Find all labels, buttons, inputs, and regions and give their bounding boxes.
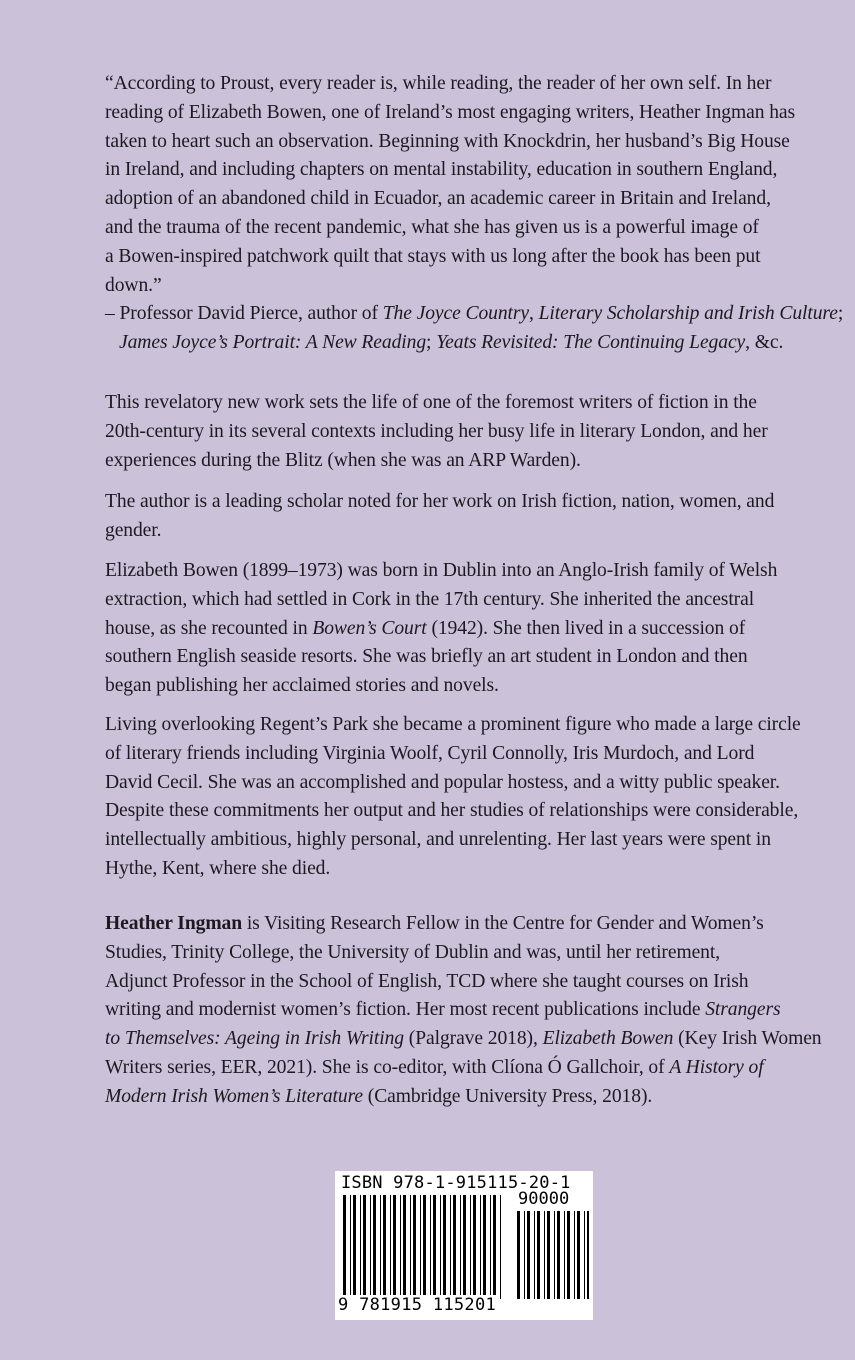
text-run: (Palgrave 2018), xyxy=(403,1028,543,1050)
barcode-bar xyxy=(554,1211,555,1299)
quote-line: taken to heart such an observation. Beginning with Knockdrin, her husband’s Big House xyxy=(105,130,790,152)
book-title: James Joyce’s Portrait: A New Reading xyxy=(119,332,427,354)
book-title: Bowen’s Court xyxy=(312,617,427,639)
paragraph-line: The author is a leading scholar noted for her work on Irish fiction, nation, women, and xyxy=(105,491,775,512)
author-name: Heather Ingman xyxy=(105,913,243,934)
isbn-label: ISBN 978-1-915115-20-1 xyxy=(341,1173,571,1193)
barcode-bar xyxy=(423,1195,426,1299)
london-paragraph xyxy=(105,711,827,884)
barcode-bar xyxy=(470,1195,471,1299)
text-run: is Visiting Research Fellow in the Centre for Gender and Women’s xyxy=(242,913,764,934)
barcode-bar xyxy=(557,1211,560,1299)
quote-line: a Bowen-inspired patchwork quilt that stays with us long after the book has been put xyxy=(105,245,761,267)
barcode-bar xyxy=(353,1195,356,1299)
paragraph-line: gender. xyxy=(105,519,162,541)
paragraph-line xyxy=(105,1054,827,1083)
author-bio-paragraph xyxy=(105,910,827,1112)
quote-line: down.” xyxy=(105,274,162,296)
text-run: (Key Irish Women xyxy=(673,1028,822,1050)
quote-line: adoption of an abandoned child in Ecuador, an academic career in Britain and Ireland, xyxy=(105,188,771,210)
barcode-bar xyxy=(383,1195,386,1299)
barcode-bar xyxy=(450,1195,451,1299)
paragraph-line xyxy=(105,996,827,1025)
barcode-bar xyxy=(537,1211,540,1299)
barcode-bar xyxy=(393,1195,396,1299)
barcode-bar xyxy=(517,1211,520,1299)
paragraph-line: Elizabeth Bowen (1899–1973) was born in Dublin into an Anglo-Irish family of Welsh xyxy=(105,560,778,581)
paragraph-line: intellectually ambitious, highly personal, and unrelenting. Her last years were spent in xyxy=(105,829,771,851)
barcode-bar xyxy=(370,1195,371,1299)
barcode-bar xyxy=(363,1195,366,1299)
price-code: 90000 xyxy=(518,1189,570,1209)
paragraph-line: Adjunct Professor in the School of English, TCD where she taught courses on Irish xyxy=(105,970,749,992)
book-title: Yeats Revisited: The Continuing Legacy xyxy=(436,332,746,354)
barcode-bar xyxy=(564,1211,565,1299)
paragraph-line: This revelatory new work sets the life of one of the foremost writers of fiction in the xyxy=(105,392,757,413)
quote-line: reading of Elizabeth Bowen, one of Ireland’s most engaging writers, Heather Ingman has xyxy=(105,101,796,123)
attribution-suffix: , &c. xyxy=(745,332,784,354)
paragraph-line: of literary friends including Virginia Woolf, Cyril Connolly, Iris Murdoch, and Lord xyxy=(105,742,755,764)
barcode-bar xyxy=(524,1211,525,1299)
quote-line: in Ireland, and including chapters on mental instability, education in southern England, xyxy=(105,159,778,181)
barcode-bar xyxy=(587,1211,589,1299)
barcode-bar xyxy=(483,1195,486,1299)
barcode-bar xyxy=(403,1195,406,1299)
quote-line: and the trauma of the recent pandemic, what she has given us is a powerful image of xyxy=(105,216,759,238)
barcode-bar xyxy=(473,1195,476,1299)
attribution-separator: , xyxy=(529,303,539,325)
quote-attribution xyxy=(105,300,844,329)
isbn-barcode xyxy=(335,1171,593,1320)
barcode-bar xyxy=(433,1195,436,1299)
barcode-bar xyxy=(430,1195,431,1299)
barcode-bar xyxy=(453,1195,456,1299)
barcode-bar xyxy=(480,1195,481,1299)
barcode-bar xyxy=(547,1211,550,1299)
barcode-bar xyxy=(584,1211,585,1299)
paragraph-line: Hythe, Kent, where she died. xyxy=(105,857,331,879)
barcode-bar xyxy=(544,1211,545,1299)
barcode-bar xyxy=(577,1211,580,1299)
barcode-bar xyxy=(527,1211,530,1299)
barcode-bar xyxy=(500,1195,501,1299)
barcode-bar xyxy=(493,1195,496,1299)
attribution-separator: ; xyxy=(837,303,844,325)
paragraph-line: 20th-century in its several contexts including her busy life in literary London, and her xyxy=(105,420,768,442)
barcode-bar xyxy=(390,1195,391,1299)
barcode-bar xyxy=(567,1211,570,1299)
author-note-paragraph xyxy=(105,488,827,546)
barcode-bar xyxy=(380,1195,381,1299)
text-run: house, as she recounted in xyxy=(105,617,313,639)
paragraph-line xyxy=(105,1083,827,1112)
barcode-bar xyxy=(440,1195,441,1299)
ean-digits: 9 781915 115201 xyxy=(338,1295,497,1315)
quote-line: “According to Proust, every reader is, while reading, the reader of her own self. In her xyxy=(105,73,772,94)
paragraph-line: Living overlooking Regent’s Park she became a prominent figure who made a large circle xyxy=(105,714,801,735)
barcode-bar xyxy=(350,1195,351,1299)
barcode-bar xyxy=(460,1195,461,1299)
book-title: Modern Irish Women’s Literature xyxy=(105,1085,363,1107)
book-title: to Themselves: Ageing in Irish Writing xyxy=(105,1028,404,1050)
book-title: A History of xyxy=(669,1056,764,1078)
paragraph-line: Despite these commitments her output and her studies of relationships were considerable, xyxy=(105,800,799,822)
text-run: writing and modernist women’s fiction. Her most recent publications include xyxy=(105,999,706,1021)
text-run: (Cambridge University Press, 2018). xyxy=(362,1085,653,1107)
barcode-bar xyxy=(410,1195,411,1299)
quote-attribution-continued xyxy=(105,329,827,358)
barcode-bar xyxy=(400,1195,401,1299)
book-title: The Joyce Country xyxy=(382,303,530,325)
intro-paragraph xyxy=(105,389,827,475)
book-title: Strangers xyxy=(705,999,781,1021)
attribution-separator: ; xyxy=(426,332,437,354)
attribution-prefix: – Professor David Pierce, author of xyxy=(105,303,383,325)
barcode-bar xyxy=(490,1195,491,1299)
paragraph-line: extraction, which had settled in Cork in the 17th century. She inherited the ancestral xyxy=(105,588,755,610)
paragraph-line xyxy=(105,1025,827,1054)
book-title: Elizabeth Bowen xyxy=(542,1028,674,1050)
paragraph-line: southern English seaside resorts. She was briefly an art student in London and then xyxy=(105,646,748,668)
barcode-bar xyxy=(413,1195,416,1299)
paragraph-line xyxy=(105,910,827,939)
endorsement-quote xyxy=(105,70,844,358)
bowen-bio-paragraph xyxy=(105,557,827,701)
text-run: (1942). She then lived in a succession of xyxy=(426,617,746,639)
paragraph-line: began publishing her acclaimed stories and novels. xyxy=(105,675,499,697)
paragraph-line: experiences during the Blitz (when she was an ARP Warden). xyxy=(105,449,581,471)
barcode-bar xyxy=(360,1195,361,1299)
barcode-bar xyxy=(534,1211,535,1299)
barcode-bar xyxy=(574,1211,575,1299)
paragraph-line: Studies, Trinity College, the University of Dublin and was, until her retirement, xyxy=(105,941,721,963)
book-title: Literary Scholarship and Irish Culture xyxy=(538,303,838,325)
barcode-bar xyxy=(343,1195,346,1299)
text-run: Writers series, EER, 2021). She is co-editor, with Clíona Ó Gallchoir, of xyxy=(105,1056,670,1078)
barcode-bar xyxy=(463,1195,466,1299)
paragraph-line xyxy=(105,615,827,644)
barcode-bar xyxy=(443,1195,446,1299)
barcode-bar xyxy=(420,1195,421,1299)
paragraph-line: David Cecil. She was an accomplished and popular hostess, and a witty public speaker. xyxy=(105,771,780,793)
barcode-bar xyxy=(373,1195,376,1299)
